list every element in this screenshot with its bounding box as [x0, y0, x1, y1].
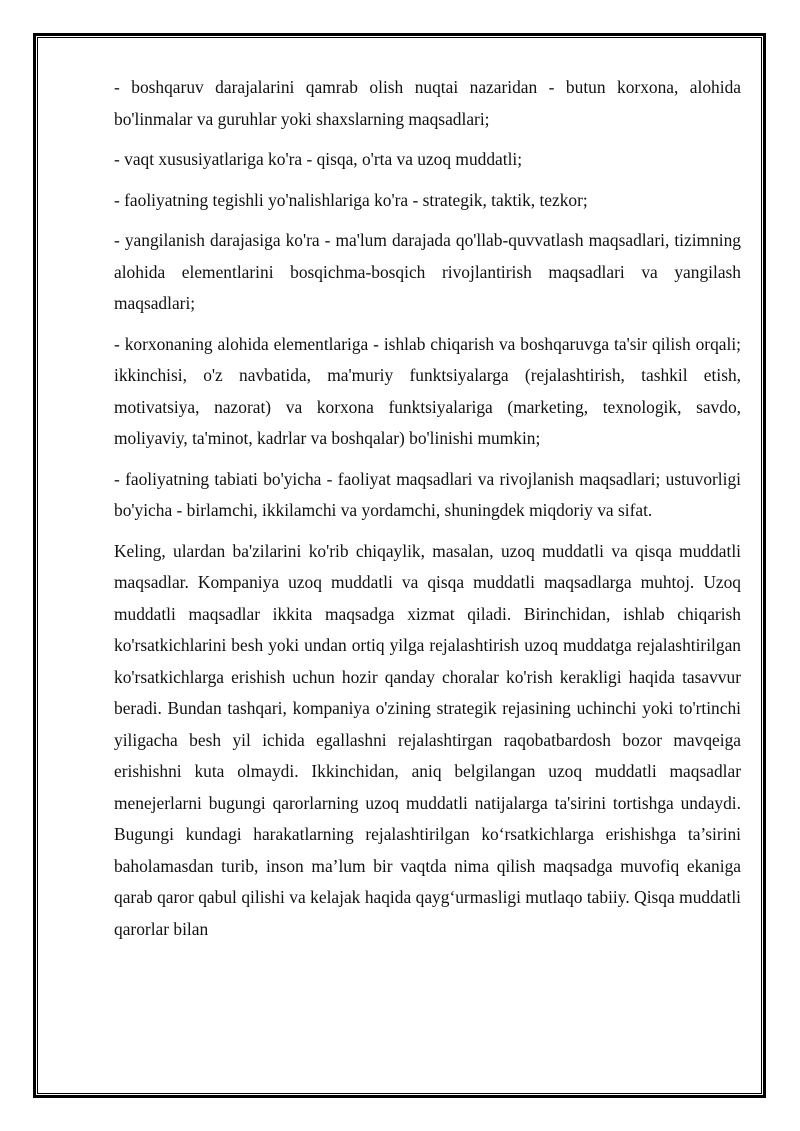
- list-item-time-characteristics: - vaqt xususiyatlariga ko'ra - qisqa, o'rta va uzoq muddatli;: [114, 149, 523, 169]
- list-item-management-levels: - boshqaruv darajalarini qamrab olish nuqtai nazaridan - butun korxona, alohida bo'linmalar va guruhlar yoki shaxslarning maqsadlari;: [114, 77, 741, 129]
- list-item-renewal-degree: - yangilanish darajasiga ko'ra - ma'lum darajada qo'llab-quvvatlash maqsadlari, tizimning alohida elementlarini bosqichma-bosqich rivojlantirish maqsadlari va yangilash maqsadlari;: [114, 230, 741, 313]
- list-item-enterprise-elements: - korxonaning alohida elementlariga - ishlab chiqarish va boshqaruvga ta'sir qilish orqali; ikkinchisi, o'z navbatida, ma'muriy funktsiyalarga (rejalashtirish, tashkil etish, motivatsiya, nazorat) va korxona funktsiyalariga (marketing, texnologik, savdo, moliyaviy, ta'minot, kadrlar va boshqalar) bo'linishi mumkin;: [114, 333, 741, 448]
- body-paragraph: Keling, ulardan ba'zilarini ko'rib chiqaylik, masalan, uzoq muddatli va qisqa muddatli maqsadlar. Kompaniya uzoq muddatli va qisqa muddatli maqsadlarga muhtoj. Uzoq muddatli maqsadlar ikkita maqsadga xizmat qiladi. Birinchidan, ishlab chiqarish ko'rsatkichlarini besh yoki undan ortiq yilga rejalashtirish uzoq muddatga rejalashtirilgan ko'rsatkichlarga erishish uchun hozir qanday choralar ko'rish kerakligi haqida tasavvur beradi. Bundan tashqari, kompaniya o'zining strategik rejasining uchinchi yoki to'rtinchi yiligacha besh yil ichida egallashni rejalashtirgan raqobatbardosh bozor mavqeiga erishishni kuta olmaydi. Ikkinchidan, aniq belgilangan uzoq muddatli maqsadlar menejerlarni bugungi qarorlarning uzoq muddatli natijalarga ta'sirini tortishga undaydi. Bugungi kundagi harakatlarning rejalashtirilgan ko‘rsatkichlarga erishishga ta’sirini baholamasdan turib, inson ma’lum bir vaqtda nima qilish maqsadga muvofiq ekaniga qarab qaror qabul qilishi va kelajak haqida qayg‘urmasligi mutlaqo tabiiy. Qisqa muddatli qarorlar bilan: [114, 540, 741, 939]
- list-item-activity-directions: - faoliyatning tegishli yo'nalishlariga ko'ra - strategik, taktik, tezkor;: [114, 189, 588, 210]
- list-item-activity-nature: - faoliyatning tabiati bo'yicha - faoliyat maqsadlari va rivojlanish maqsadlari; ustuvorligi bo'yicha - birlamchi, ikkilamchi va yordamchi, shuningdek miqdoriy va sifat.: [114, 468, 741, 520]
- document-body: [114, 72, 741, 945]
